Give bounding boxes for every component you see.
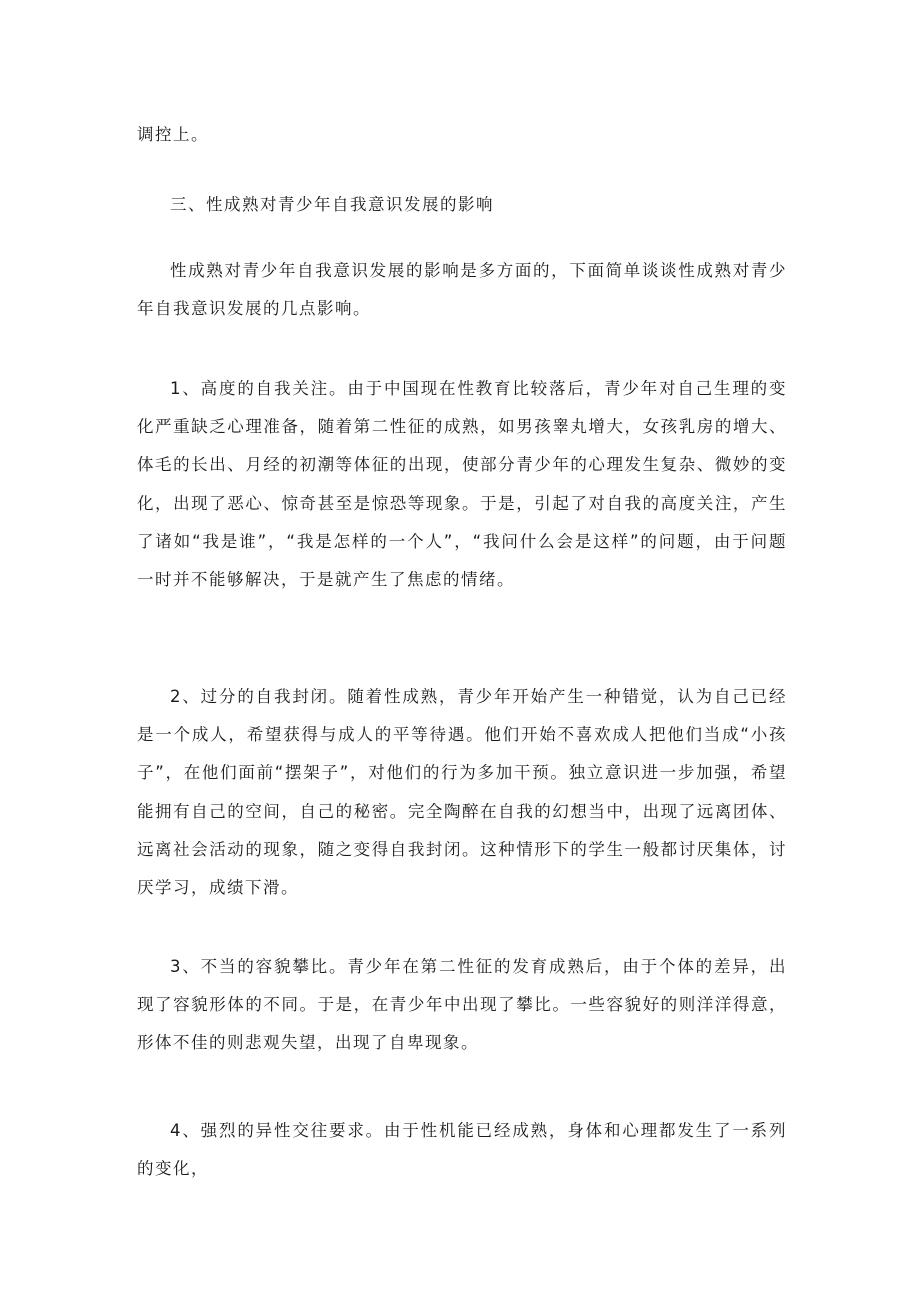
section-heading: 三、性成熟对青少年自我意识发展的影响 bbox=[170, 195, 494, 214]
continuation-text: 调控上。 bbox=[137, 125, 209, 144]
point-3-paragraph: 3、不当的容貌攀比。青少年在第二性征的发育成熟后，由于个体的差异，出现了容貌形体的不同。于是，在青少年中出现了攀比。一些容貌好的则洋洋得意，形体不佳的则悲观失望，出现了自卑现象。 bbox=[137, 957, 787, 1053]
point-2-paragraph: 2、过分的自我封闭。随着性成熟，青少年开始产生一种错觉，认为自己已经是一个成人，希望获得与成人的平等待遇。他们开始不喜欢成人把他们当成“小孩子”，在他们面前“摆架子”，对他们的行为多加干预。独立意识进一步加强，希望能拥有自己的空间，自己的秘密。完全陶醉在自我的幻想当中，出现了远离团体、远离社会活动的现象，随之变得自我封闭。这种情形下的学生一般都讨厌集体，讨厌学习，成绩下滑。 bbox=[137, 687, 787, 898]
point-1-paragraph: 1、高度的自我关注。由于中国现在性教育比较落后，青少年对自己生理的变化严重缺乏心理准备，随着第二性征的成熟，如男孩睾丸增大，女孩乳房的增大、体毛的长出、月经的初潮等体征的出现，使部分青少年的心理发生复杂、微妙的变化，出现了恶心、惊奇甚至是惊恐等现象。于是，引起了对自我的高度关注，产生了诸如“我是谁”，“我是怎样的一个人”，“我问什么会是这样”的问题，由于问题一时并不能够解决，于是就产生了焦虑的情绪。 bbox=[137, 379, 787, 590]
point-4-paragraph: 4、强烈的异性交往要求。由于性机能已经成熟，身体和心理都发生了一系列的变化， bbox=[137, 1121, 787, 1179]
intro-paragraph: 性成熟对青少年自我意识发展的影响是多方面的，下面简单谈谈性成熟对青少年自我意识发展的几点影响。 bbox=[137, 261, 787, 319]
